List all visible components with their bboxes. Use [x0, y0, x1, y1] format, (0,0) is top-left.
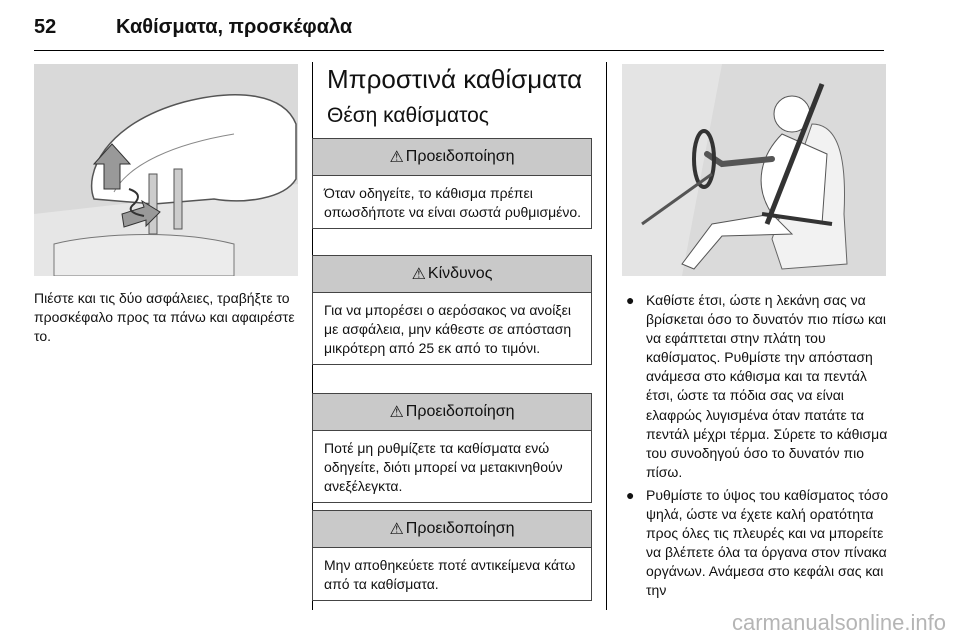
- notice-box-warning-3: [312, 510, 592, 601]
- watermark: carmanualsonline.info: [731, 610, 946, 635]
- notice-text: Όταν οδηγείτε, το κάθισμα πρέπει οπωσδήποτε να είναι σωστά ρυθμισμένο.: [324, 185, 582, 220]
- bullet-icon: ●: [626, 486, 635, 503]
- driver-seat-illustration: [622, 64, 886, 276]
- list-item-text: Ρυθμίστε το ύψος του καθίσματος τόσο ψηλά, ώστε να έχετε καλή ορατότητα προς όλες τις πλευρές και να μπορείτε να βλέπετε όλα τα όργανα στον πίνακα οργάνων. Ανάμεσα στο κεφάλι σας και την: [646, 486, 889, 599]
- page-header: [34, 6, 884, 50]
- warning-triangle-icon: ⚠: [389, 404, 404, 421]
- notice-box-warning-1: [312, 138, 592, 229]
- instruction-list: [622, 291, 890, 605]
- notice-text: Ποτέ μη ρυθμίζετε τα καθίσματα ενώ οδηγείτε, διότι μπορεί να μετακινηθούν ανεξέλεγκτα.: [324, 440, 563, 494]
- bullet-icon: ●: [626, 292, 635, 308]
- warning-triangle-icon: ⚠: [389, 149, 404, 166]
- list-item-text: Καθίστε έτσι, ώστε η λεκάνη σας να βρίσκεται όσο το δυνατόν πιο πίσω και να εφάπτεται στην πλάτη του καθίσματος. Ρυθμίστε την απόσταση ανάμεσα στο κάθισμα και τα πεντάλ έτσι, ώστε τα πόδια σας να είναι ελαφρώς λυγισμένα όταν πατάτε τα πεντάλ μέχρι τέρμα. Σύρετε το κάθισμα του συνοδηγού όσο το δυνατόν πιο πίσω.: [646, 292, 888, 480]
- notice-title: Προειδοποίηση: [405, 520, 515, 537]
- notice-header: [313, 139, 591, 176]
- section-subheading: Θέση καθίσματος: [327, 104, 489, 127]
- headrest-illustration: [34, 64, 298, 276]
- header-rule: [34, 50, 884, 51]
- warning-triangle-icon: ⚠: [389, 521, 404, 538]
- warning-triangle-icon: ⚠: [411, 266, 426, 283]
- page-title: Καθίσματα, προσκέφαλα: [116, 16, 353, 38]
- section-heading: Μπροστινά καθίσματα: [327, 64, 583, 94]
- notice-box-warning-2: [312, 393, 592, 503]
- notice-box-danger: [312, 255, 592, 365]
- page-number: 52: [34, 16, 57, 38]
- notice-text: Για να μπορέσει ο αερόσακος να ανοίξει με ασφάλεια, μην κάθεστε σε απόσταση μικρότερη από 25 εκ από το τιμόνι.: [324, 302, 572, 356]
- column-divider-right: [606, 62, 607, 610]
- list-item: [622, 486, 890, 601]
- notice-title: Προειδοποίηση: [405, 148, 515, 165]
- notice-header: [313, 511, 591, 548]
- notice-title: Προειδοποίηση: [405, 403, 515, 420]
- notice-header: [313, 256, 591, 293]
- notice-title: Κίνδυνος: [427, 265, 493, 282]
- headrest-caption: Πιέστε και τις δύο ασφάλειες, τραβήξτε το προσκέφαλο προς τα πάνω και αφαιρέστε το.: [34, 290, 295, 344]
- list-item: [622, 291, 890, 482]
- notice-text: Μην αποθηκεύετε ποτέ αντικείμενα κάτω από τα καθίσματα.: [324, 557, 576, 592]
- notice-header: [313, 394, 591, 431]
